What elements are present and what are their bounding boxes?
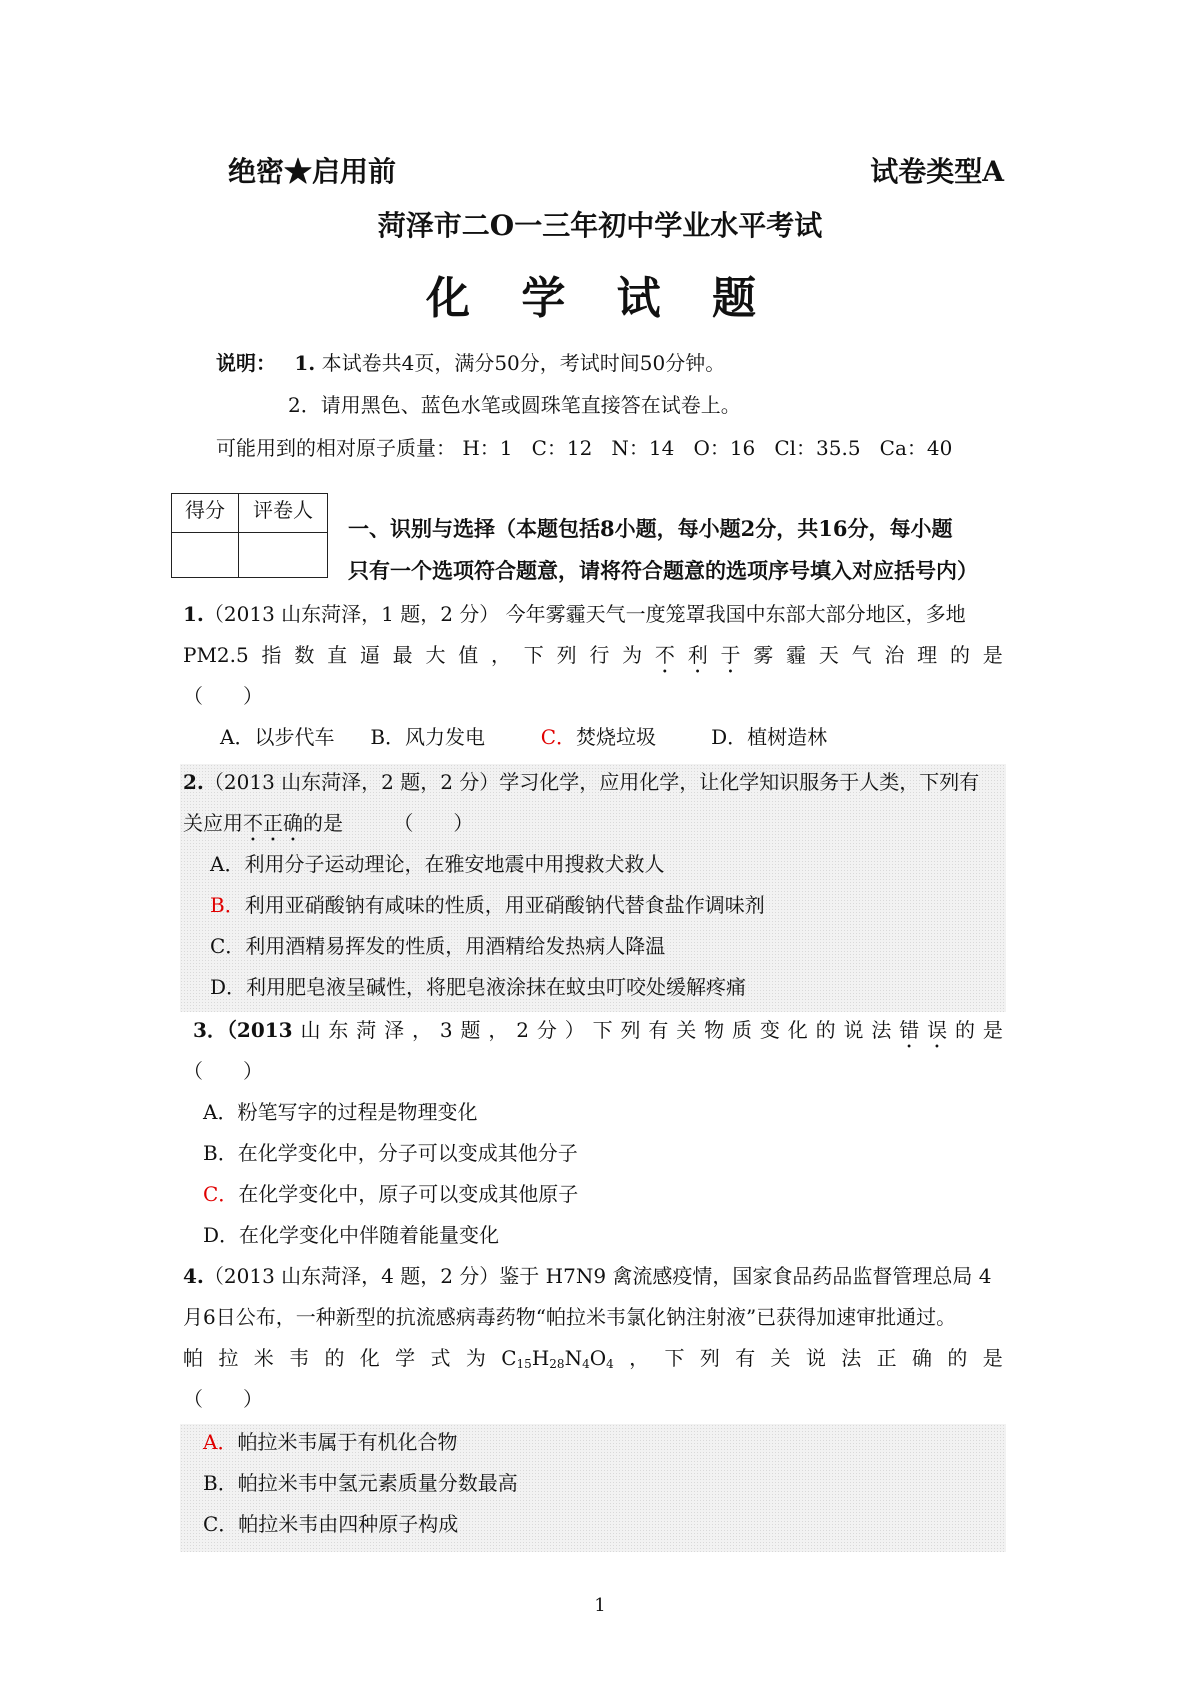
q4-stem-1: （2013 山东菏泽，4 题，2 分）鉴于 H7N9 禽流感疫情，国家食品药品监督管理总局 4 [203, 1264, 992, 1288]
q4-stem-3-char: 拉 [218, 1346, 239, 1370]
q2-stem-2-post: 的是 [303, 811, 343, 835]
q1-stem-2-char: 不 [654, 643, 675, 667]
q1-stem-2-char: 霾 [786, 643, 807, 667]
q1-stem-2-char: 雾 [753, 643, 774, 667]
q4-stem-3-char: 式 [430, 1346, 451, 1370]
exam-title: 化 学 试 题 [426, 273, 774, 324]
score-cell [172, 533, 239, 578]
q1-stem-2-char: 气 [851, 643, 872, 667]
q3-stem-char: 质 [731, 1018, 752, 1042]
q1-stem-2-char: 直 [327, 643, 348, 667]
q4-stem-3-char: 米 [253, 1346, 274, 1370]
q4-answer-paren: （ ） [183, 1387, 263, 1411]
chemical-formula [501, 1344, 614, 1378]
q3-stem-char: 3．（2013 [193, 1018, 293, 1042]
q1-stem-2-char: 天 [818, 643, 839, 667]
q3-option-c-letter: C． [203, 1182, 239, 1206]
instruction-1-number: 1. [294, 351, 316, 375]
instruction-1-text: 本试卷共4页，满分50分，考试时间50分钟。 [321, 351, 726, 375]
formula-subscript: 15 [516, 1357, 532, 1371]
q4-stem-3-tail-char: 确 [911, 1346, 932, 1370]
q1-stem-2-char: 数 [294, 643, 315, 667]
q1-stem-1: （2013 山东菏泽，1 题，2 分） 今年雾霾天气一度笼罩我国中东部大部分地区，多地 [203, 602, 966, 626]
q1-stem-2-char: ， [491, 643, 511, 667]
q4-stem-3-tail-char: 说 [805, 1346, 826, 1370]
q3-stem-char: 菏 [356, 1018, 377, 1042]
q4-stem-3-char: 帕 [183, 1346, 203, 1370]
q4-stem-3-tail-char: 的 [947, 1346, 968, 1370]
q4-option-b: B．帕拉米韦中氢元素质量分数最高 [203, 1471, 518, 1495]
q3-stem-char: 变 [759, 1018, 780, 1042]
q4-stem-3-char: 化 [359, 1346, 380, 1370]
q1-stem-2-char: 治 [884, 643, 905, 667]
q4-line-3 [183, 1344, 1003, 1378]
formula-element: O [589, 1346, 607, 1370]
grader-header: 评卷人 [239, 494, 328, 533]
q2-line-1 [183, 768, 1003, 796]
q3-stem-char: 物 [704, 1018, 725, 1042]
q4-number: 4. [183, 1264, 204, 1288]
q1-stem-2-char: 利 [687, 643, 708, 667]
q1-stem-2-char: 的 [949, 643, 970, 667]
q3-stem-char: ） [564, 1018, 585, 1042]
q2-stem-1: （2013 山东菏泽，2 题，2 分）学习化学，应用化学，让化学知识服务于人类，下列有 [203, 770, 980, 794]
q3-stem-char: 山 [300, 1018, 321, 1042]
q3-stem-char: 化 [787, 1018, 808, 1042]
q1-stem-2-char: 为 [622, 643, 643, 667]
q1-options [220, 723, 1040, 751]
q3-stem-char: 2 [516, 1018, 529, 1042]
q1-number: 1. [183, 602, 204, 626]
q4-stem-3-char: 学 [395, 1346, 416, 1370]
q3-stem-char: 的 [954, 1018, 975, 1042]
q4-option-c: C．帕拉米韦由四种原子构成 [203, 1512, 459, 1536]
q2-option-b [210, 891, 1030, 919]
section-heading-line-2: 只有一个选项符合题意，请将符合题意的选项序号填入对应括号内） [348, 558, 978, 583]
confidential-label: 绝密★启用前 [228, 155, 397, 188]
q1-stem-2-char: 理 [917, 643, 938, 667]
q1-stem-2-char: 大 [425, 643, 446, 667]
instructions-line-1 [216, 349, 1036, 377]
q1-option-c-letter: C． [540, 725, 577, 749]
q4-stem-3-tail-char: 关 [770, 1346, 791, 1370]
q2-number: 2. [183, 770, 204, 794]
q1-stem-2-char: 于 [720, 643, 741, 667]
q2-option-b-text: 利用亚硝酸钠有咸味的性质，用亚硝酸钠代替食盐作调味剂 [244, 893, 765, 917]
q3-option-a: A．粉笔写字的过程是物理变化 [203, 1100, 478, 1124]
q1-stem-2-char: 逼 [359, 643, 380, 667]
q4-option-a [203, 1428, 1023, 1456]
q3-stem-char: 泽 [384, 1018, 405, 1042]
q4-stem-3-tail-char: 是 [982, 1346, 1003, 1370]
formula-element: H [531, 1346, 550, 1370]
q4-stem-3-tail-char: 下 [664, 1346, 685, 1370]
q4-stem-3-tail-char: 列 [699, 1346, 720, 1370]
q3-stem-char: 分 [536, 1018, 557, 1042]
score-header: 得分 [172, 494, 239, 533]
q3-stem-char: 法 [871, 1018, 892, 1042]
q3-stem-char: 3 [439, 1018, 453, 1042]
q4-stem-3-tail-char: 正 [876, 1346, 897, 1370]
q2-option-c: C．利用酒精易挥发的性质，用酒精给发热病人降温 [210, 934, 666, 958]
q1-option-d: D．植树造林 [711, 725, 828, 749]
q4-stem-3-tail-char: 有 [735, 1346, 756, 1370]
q4-line-1 [183, 1262, 1003, 1290]
q1-stem-2-char: 值 [458, 643, 479, 667]
q4-stem-3-tail-char: ， [629, 1346, 650, 1370]
q2-stem-2-pre: 关应用 [183, 811, 243, 835]
q1-option-b: B．风力发电 [370, 725, 486, 749]
q2-option-b-letter: B． [210, 893, 245, 917]
q3-stem-char: 题 [460, 1018, 481, 1042]
q3-option-c [203, 1180, 1023, 1208]
q2-emphasis: 不正确 [243, 811, 303, 835]
q4-stem-3-char: 为 [465, 1346, 486, 1370]
q3-option-b: B．在化学变化中，分子可以变成其他分子 [203, 1141, 578, 1165]
q1-stem-2-char: 下 [523, 643, 544, 667]
q4-option-a-text: 帕拉米韦属于有机化合物 [237, 1430, 458, 1454]
q2-option-d: D．利用肥皂液呈碱性，将肥皂液涂抹在蚊虫叮咬处缓解疼痛 [210, 975, 747, 999]
q3-stem-char: ， [411, 1018, 432, 1042]
q3-stem-char: ， [488, 1018, 509, 1042]
q1-answer-paren: （ ） [183, 684, 263, 708]
exam-subtitle: 菏泽市二O一三年初中学业水平考试 [377, 209, 823, 242]
q3-stem-char: 是 [982, 1018, 1003, 1042]
q3-line-1 [193, 1016, 1003, 1053]
q4-line-2: 月6日公布，一种新型的抗流感病毒药物“帕拉米韦氯化钠注射液”已获得加速审批通过。 [183, 1305, 957, 1329]
q4-option-a-letter: A． [203, 1430, 238, 1454]
q3-stem-char: 关 [676, 1018, 697, 1042]
q2-line-2 [183, 809, 1003, 846]
q4-stem-3-char: 的 [324, 1346, 345, 1370]
q1-option-a: A．以步代车 [220, 725, 335, 749]
q1-stem-2-char: 最 [392, 643, 413, 667]
q3-stem-char: 错 [899, 1018, 920, 1042]
formula-subscript: 4 [582, 1357, 590, 1371]
q1-stem-2-char: 是 [982, 643, 1003, 667]
q1-stem-2-char: 行 [589, 643, 610, 667]
q4-stem-3-tail-char: 法 [841, 1346, 862, 1370]
paper-type-label: 试卷类型A [870, 155, 1004, 188]
grader-cell [239, 533, 328, 578]
instruction-2: 2．请用黑色、蓝色水笔或圆珠笔直接答在试卷上。 [288, 393, 741, 417]
q3-option-c-text: 在化学变化中，原子可以变成其他原子 [238, 1182, 579, 1206]
q3-answer-paren: （ ） [183, 1059, 263, 1083]
q1-option-c-text: 焚烧垃圾 [576, 725, 657, 749]
section-heading-line-1: 一、识别与选择（本题包括8小题，每小题2分，共16分，每小题 [348, 516, 953, 541]
q3-stem-char: 列 [620, 1018, 641, 1042]
atomic-masses: 可能用到的相对原子质量： H：1 C：12 N：14 O：16 Cl：35.5 Ca：40 [216, 436, 953, 460]
q2-option-a: A．利用分子运动理论，在雅安地震中用搜救犬救人 [210, 852, 665, 876]
q1-line-1 [183, 600, 1003, 628]
q2-answer-paren: （ ） [393, 811, 474, 835]
page-number: 1 [594, 1595, 606, 1616]
q3-option-d: D．在化学变化中伴随着能量变化 [203, 1223, 500, 1247]
q1-stem-2-char: 列 [556, 643, 577, 667]
q1-stem-2-char: PM2.5 [183, 643, 249, 667]
q3-stem-char: 东 [328, 1018, 349, 1042]
formula-subscript: 4 [606, 1357, 614, 1371]
q3-stem-char: 有 [648, 1018, 669, 1042]
q1-line-2 [183, 641, 1003, 678]
q3-stem-char: 的 [815, 1018, 836, 1042]
formula-element: N [564, 1346, 583, 1370]
formula-element: C [501, 1346, 517, 1370]
q3-stem-char: 误 [927, 1018, 948, 1042]
q4-stem-3-char: 韦 [289, 1346, 310, 1370]
q1-stem-2-char: 指 [261, 643, 282, 667]
score-table [171, 493, 328, 578]
formula-subscript: 28 [549, 1357, 565, 1371]
q3-stem-char: 下 [592, 1018, 613, 1042]
instructions-label: 说明： [216, 351, 276, 375]
q1-option-c [541, 723, 705, 751]
q3-stem-char: 说 [843, 1018, 864, 1042]
